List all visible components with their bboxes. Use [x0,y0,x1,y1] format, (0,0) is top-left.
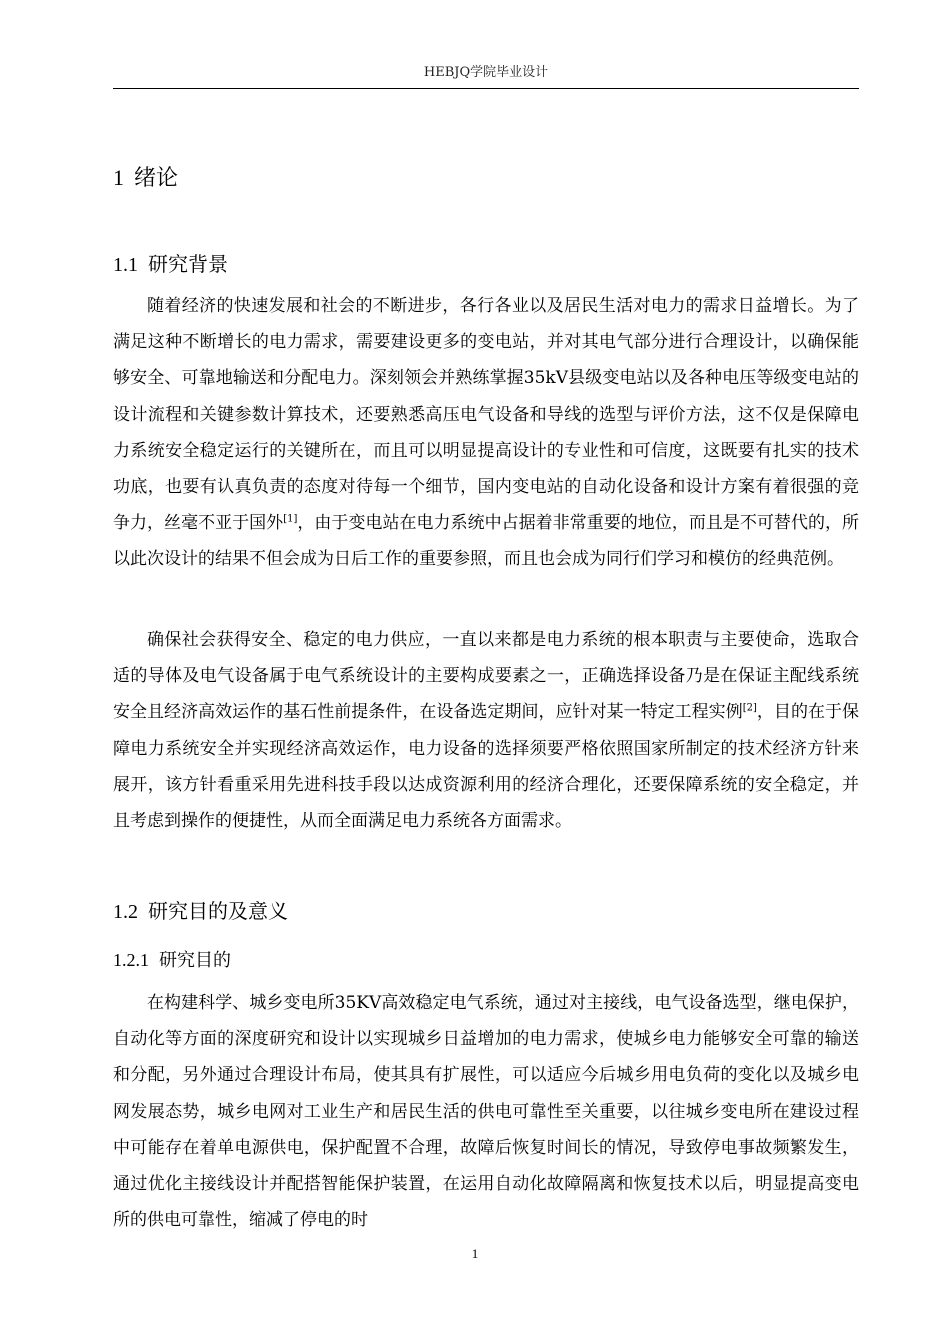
background-paragraph-1 [113,288,859,578]
chapter-title: 绪论 [134,166,179,191]
subsection-heading-1-2-1 [113,945,231,976]
section-number: 1.2 [113,901,138,923]
page-number: 1 [471,1246,479,1261]
subsection-number: 1.2.1 [113,950,149,970]
section-heading-1-2 [113,894,288,929]
paragraph-text: 随着经济的快速发展和社会的不断进步，各行各业以及居民生活对电力的需求日益增长。为了满足这种不断增长的电力需求，需要建设更多的变电站，并对其电气部分进行合理设计，以确保能够安全、可靠地输送和分配电力。深刻领会并熟练掌握35kV县级变电站以及各种电压等级变电站的设计流程和关键参数计算技术，还要熟悉高压电气设备和导线的选型与评价方法，这不仅是保障电力系统安全稳定运行的关键所在，而且可以明显提高设计的专业性和可信度，这既要有扎实的技术功底，也要有认真负责的态度对待每一个细节，国内变电站的自动化设备和设计方案有着很强的竞争力，丝毫不亚于国外 [113,296,859,534]
subsection-title: 研究目的 [159,950,231,971]
header-title: HEBJQ学院毕业设计 [423,65,549,80]
section-number: 1.1 [113,254,138,276]
section-heading-1-1 [113,247,228,282]
background-paragraph-2 [113,622,859,839]
purpose-paragraph: 在构建科学、城乡变电所35KV高效稳定电气系统，通过对主接线，电气设备选型，继电保护，自动化等方面的深度研究和设计以实现城乡日益增加的电力需求，使城乡电力能够安全可靠的输送和分配，另外通过合理设计布局，使其具有扩展性，可以适应今后城乡用电负荷的变化以及城乡电网发展态势，城乡电网对工业生产和居民生活的供电可靠性至关重要，以往城乡变电所在建设过程中可能存在着单电源供电，保护配置不合理，故障后恢复时间长的情况，导致停电事故频繁发生，通过优化主接线设计并配搭智能保护装置，在运用自动化故障隔离和恢复技术以后，明显提高变电所的供电可靠性，缩减了停电的时 [113,993,859,1231]
page-header [113,62,859,89]
paragraph-text: 确保社会获得安全、稳定的电力供应，一直以来都是电力系统的根本职责与主要使命，选取合适的导体及电气设备属于电气系统设计的主要构成要素之一，正确选择设备乃是在保证主配线系统安全且经济高效运作的基石性前提条件，在设备选定期间，应针对某一特定工程实例 [113,630,859,723]
citation-ref-1: [1] [283,513,298,525]
citation-ref-2: [2] [742,702,757,714]
section-title: 研究目的及意义 [148,899,288,923]
paragraph-text: ，目的在于保障电力系统安全并实现经济高效运作，电力设备的选择须要严格依照国家所制定的技术经济方针来展开，该方针看重采用先进科技手段以达成资源利用的经济合理化，还要保障系统的安全稳定，并且考虑到操作的便捷性，从而全面满足电力系统各方面需求。 [113,702,860,832]
paragraph-text: ，由于变电站在电力系统中占据着非常重要的地位，而且是不可替代的，所以此次设计的结果不但会成为日后工作的重要参照，而且也会成为同行们学习和模仿的经典范例。 [113,513,860,570]
chapter-number: 1 [113,165,124,190]
section-title: 研究背景 [148,252,228,276]
chapter-heading [113,160,178,197]
